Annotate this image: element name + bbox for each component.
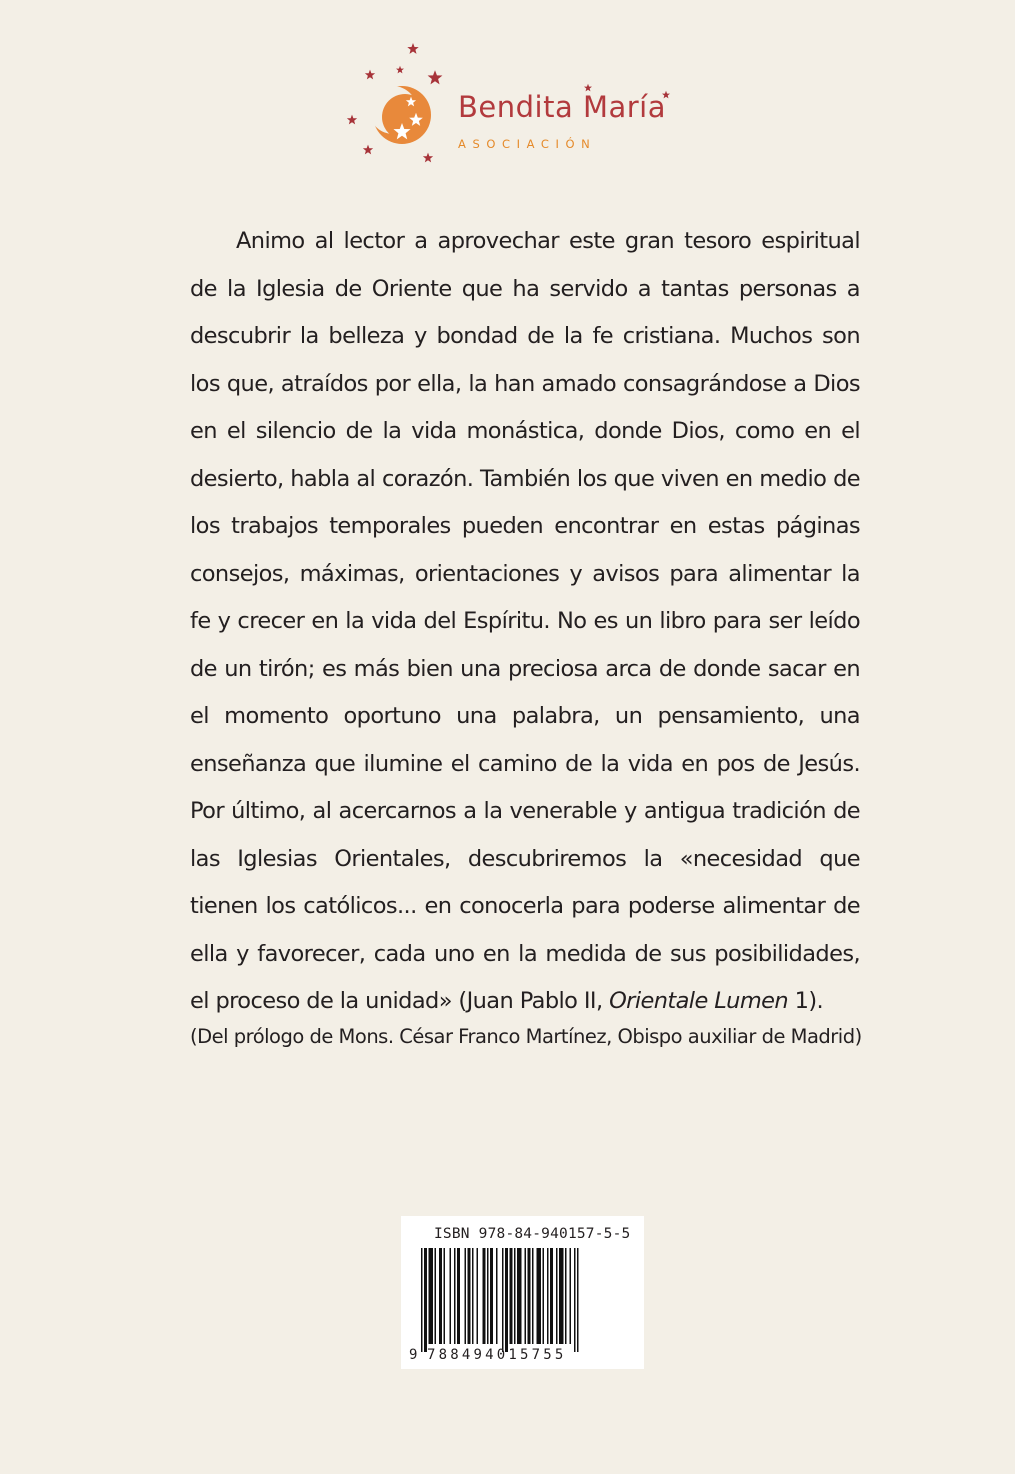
barcode-bar xyxy=(577,1248,579,1352)
logo-subtitle: ASOCIACIÓN xyxy=(458,137,597,151)
isbn-label: ISBN 978-84-940157-5-5 xyxy=(434,1226,631,1242)
book-title-italic: Orientale Lumen xyxy=(609,988,789,1014)
body-paragraph xyxy=(190,218,860,1026)
barcode-bar xyxy=(472,1248,474,1344)
barcode-bar xyxy=(454,1248,456,1344)
prologue-credit: (Del prólogo de Mons. César Franco Martínez, Obispo auxiliar de Madrid) xyxy=(190,1025,862,1048)
barcode-bar xyxy=(547,1248,549,1344)
barcode-bar xyxy=(465,1248,467,1344)
barcode-bar xyxy=(550,1248,553,1344)
barcode-bar xyxy=(502,1248,504,1352)
barcode-bar xyxy=(496,1248,498,1344)
publisher-logo xyxy=(340,40,700,180)
barcode-bar xyxy=(421,1248,423,1352)
barcode-bar xyxy=(439,1248,442,1344)
barcode-bar xyxy=(429,1248,434,1344)
barcode-bar xyxy=(517,1248,522,1344)
barcode-bar xyxy=(490,1248,493,1344)
barcode-bar xyxy=(559,1248,564,1344)
barcode-bar xyxy=(514,1248,516,1344)
barcode-bar xyxy=(505,1248,508,1352)
back-cover-text xyxy=(190,218,860,1026)
barcode-bar xyxy=(537,1248,542,1344)
barcode-bar xyxy=(528,1248,531,1344)
barcode-bar xyxy=(424,1248,427,1352)
barcode-bar xyxy=(543,1248,545,1344)
barcode-bar xyxy=(510,1248,513,1344)
barcode-bar xyxy=(570,1248,572,1344)
barcode-first-digit: 9 xyxy=(409,1347,421,1363)
barcode-bar xyxy=(565,1248,567,1344)
barcode-bar xyxy=(477,1248,479,1344)
isbn-barcode-block xyxy=(401,1216,644,1369)
barcode-bar xyxy=(574,1248,576,1352)
barcode-bar xyxy=(468,1248,471,1344)
barcode-bar xyxy=(487,1248,489,1344)
barcode-bar xyxy=(450,1248,452,1344)
barcode-digits: 788494015755 xyxy=(427,1347,567,1363)
body-text-end: 1). xyxy=(788,988,824,1014)
barcode-bar xyxy=(483,1248,486,1344)
barcode-bar xyxy=(556,1248,558,1344)
barcode-bar xyxy=(525,1248,527,1344)
body-text-main: Animo al lector a aprovechar este gran tesoro espiritual de la Iglesia de Oriente que ha servido a tantas personas a descubrir la belleza y bondad de la fe cristiana. Muchos son los que, atraídos por ella, la han amado consagrándose a Dios en el silencio de la vida monástica, donde Dios, como en el desierto, habla al corazón. También los que viven en medio de los trabajos temporales pueden encontrar en estas páginas consejos, máximas, orientaciones y avisos para alimentar la fe y crecer en la vida del Espíritu. No es un libro para ser leído de un tirón; es más bien una preciosa arca de donde sacar en el momento oportuno una palabra, un pensamiento, una enseñanza que ilumine el camino de la vida en pos de Jesús. Por último, al acercarnos a la venerable y antigua tradición de las Iglesias Orientales, descubriremos la «necesidad que tienen los católicos... en conocerla para poderse alimentar de ella y favorecer, cada uno en la medida de sus posibilidades, el proceso de la unidad» (Juan Pablo II, xyxy=(190,228,860,1014)
barcode-bar xyxy=(435,1248,437,1344)
barcode-bar xyxy=(457,1248,460,1344)
logo-brand-text: Bendita María xyxy=(458,90,666,124)
barcode-bar xyxy=(444,1248,446,1344)
barcode-bar xyxy=(532,1248,534,1344)
